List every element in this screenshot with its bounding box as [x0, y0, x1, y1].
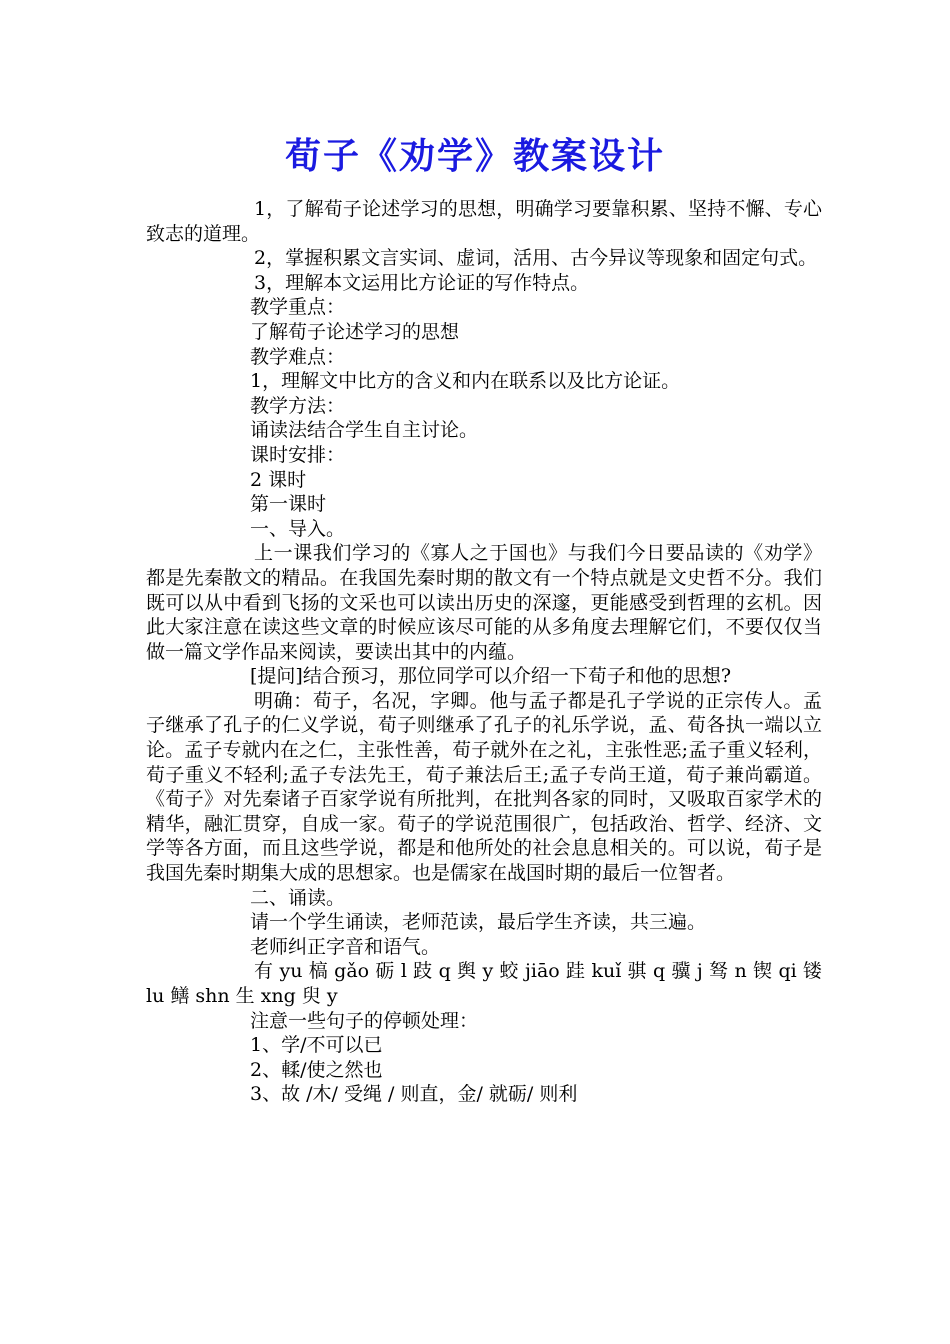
paragraph: 2 课时 — [250, 468, 307, 491]
paragraph: 3、故 /木/ 受绳 / 则直，金/ 就砺/ 则利 — [250, 1083, 578, 1106]
paragraph: 第一课时 — [250, 493, 327, 516]
document-body — [146, 197, 822, 1107]
paragraph: 二、诵读。 — [250, 886, 346, 909]
paragraph: 1，了解荀子论述学习的思想，明确学习要靠积累、坚持不懈、专心致志的道理。 — [146, 198, 822, 245]
paragraph: 教学重点： — [250, 296, 346, 319]
paragraph: 3，理解本文运用比方论证的写作特点。 — [254, 271, 590, 294]
paragraph: 了解荀子论述学习的思想 — [250, 320, 460, 343]
paragraph: 一、导入。 — [250, 517, 346, 540]
paragraph: 诵读法结合学生自主讨论。 — [250, 419, 479, 442]
paragraph: 请一个学生诵读，老师范读，最后学生齐读，共三遍。 — [250, 911, 707, 934]
paragraph: 注意一些句子的停顿处理： — [250, 1009, 479, 1032]
paragraph: 有 yu 槁 gǎo 砺 l 跂 q 舆 y 蛟 jiāo 跬 kuǐ 骐 q 骥 j 驽 n 锲 qi 镂 lu 鳝 shn 生 xng 臾 y — [146, 960, 822, 1007]
paragraph: 上一课我们学习的《寡人之于国也》与我们今日要品读的《劝学》都是先秦散文的精品。在我国先秦时期的散文有一个特点就是文史哲不分。我们既可以从中看到飞扬的文采也可以读出历史的深邃，更能感受到哲理的玄机。因此大家注意在读这些文章的时候应该尽可能的从多角度去理解它们，不要仅仅当做一篇文学作品来阅读，要读出其中的内蕴。 — [146, 542, 822, 663]
paragraph: 2、輮/使之然也 — [250, 1058, 383, 1081]
paragraph: 1、学/不可以已 — [250, 1034, 383, 1057]
paragraph: 老师纠正字音和语气。 — [250, 935, 441, 958]
document-title: 荀子《劝学》教案设计 — [284, 136, 665, 177]
paragraph: 课时安排： — [250, 443, 346, 466]
paragraph: 2，掌握积累文言实词、虚词，活用、古今异议等现象和固定句式。 — [254, 247, 818, 270]
paragraph: [提问]结合预习，那位同学可以介绍一下荀子和他的思想? — [250, 665, 732, 688]
paragraph: 明确：荀子，名况，字卿。他与孟子都是孔子学说的正宗传人。孟子继承了孔子的仁义学说，荀子则继承了孔子的礼乐学说，孟、荀各执一端以立论。孟子专就内在之仁，主张性善，荀子就外在之礼，主张性恶;孟子重义轻利，荀子重义不轻利;孟子专法先王，荀子兼法后王;孟子专尚王道，荀子兼尚霸道。《荀子》对先秦诸子百家学说有所批判，在批判各家的同时，又吸取百家学术的精华，融汇贯穿，自成一家。荀子的学说范围很广，包括政治、哲学、经济、文学等各方面，而且这些学说，都是和他所处的社会息息相关的。可以说，荀子是我国先秦时期集大成的思想家。也是儒家在战国时期的最后一位智者。 — [146, 689, 822, 885]
paragraph: 教学难点： — [250, 345, 346, 368]
paragraph: 1，理解文中比方的含义和内在联系以及比方论证。 — [250, 370, 681, 393]
paragraph: 教学方法： — [250, 394, 346, 417]
